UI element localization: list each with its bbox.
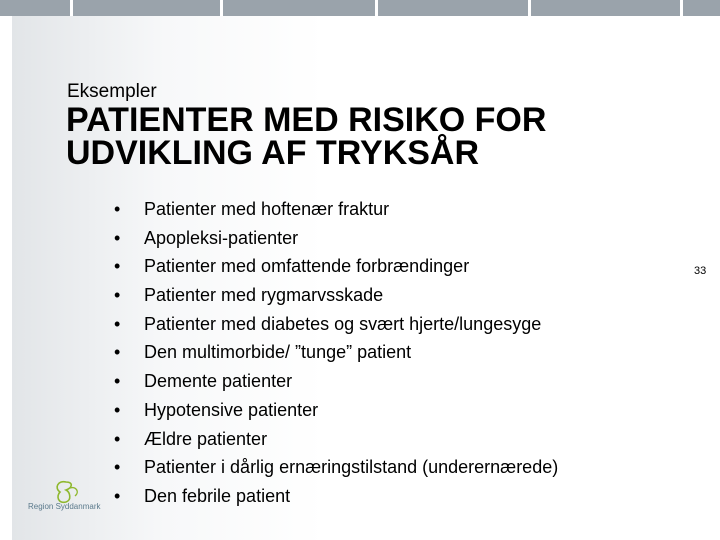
bullet-text: Patienter med omfattende forbrændinger — [144, 256, 470, 277]
bar-notch — [70, 0, 73, 16]
right-border — [706, 16, 720, 540]
bar-notch — [528, 0, 531, 16]
bullet-text: Hypotensive patienter — [144, 399, 319, 420]
page-number: 33 — [694, 265, 707, 277]
bullet-text: Patienter i dårlig ernæringstilstand (underernærede) — [144, 457, 559, 478]
bullet-dot-icon: • — [114, 227, 121, 248]
bullet-dot-icon: • — [114, 199, 121, 219]
slide-title — [66, 101, 547, 172]
bullet-list — [114, 195, 558, 511]
bullet-item — [114, 482, 558, 511]
bullet-text: Apopleksi-patienter — [144, 227, 299, 248]
title-line-2: UDVIKLING AF TRYKSÅR — [66, 134, 480, 172]
bar-notch — [375, 0, 378, 16]
bar-notch — [220, 0, 223, 16]
bullet-text: Patienter med diabetes og svært hjerte/lungesyge — [144, 313, 542, 334]
bullet-item — [114, 338, 558, 367]
bullet-dot-icon: • — [114, 342, 121, 363]
bullet-item — [114, 281, 558, 310]
bullet-text: Patienter med hoftenær fraktur — [144, 199, 390, 219]
bullet-item — [114, 367, 558, 396]
bullet-dot-icon: • — [114, 285, 121, 306]
bar-notch — [680, 0, 683, 16]
bullet-item — [114, 252, 558, 281]
bullet-text: Patienter med rygmarvsskade — [144, 285, 384, 306]
bullet-item — [114, 396, 558, 425]
title-line-1: PATIENTER MED RISIKO FOR — [66, 101, 547, 139]
bullet-dot-icon: • — [114, 457, 121, 478]
bullet-item — [114, 310, 558, 339]
region-syddanmark-logo-icon — [28, 478, 101, 518]
bullet-dot-icon: • — [114, 371, 121, 392]
bullet-item — [114, 425, 558, 454]
top-decorative-bar — [0, 0, 720, 16]
slide-subtitle: Eksempler — [67, 81, 157, 102]
bullet-item — [114, 453, 558, 482]
bullet-dot-icon: • — [114, 428, 121, 449]
bullet-dot-icon: • — [114, 256, 121, 277]
bullet-text: Den multimorbide/ ”tunge” patient — [144, 342, 412, 363]
logo-text: Region Syddanmark — [28, 502, 101, 511]
bullet-text: Den febrile patient — [144, 485, 291, 506]
bullet-dot-icon: • — [114, 485, 121, 506]
bullet-item — [114, 195, 558, 224]
bullet-dot-icon: • — [114, 313, 121, 334]
bullet-text: Demente patienter — [144, 371, 293, 392]
bullet-dot-icon: • — [114, 399, 121, 420]
bullet-text: Ældre patienter — [144, 428, 268, 449]
left-border — [0, 16, 12, 540]
bullet-item — [114, 224, 558, 253]
